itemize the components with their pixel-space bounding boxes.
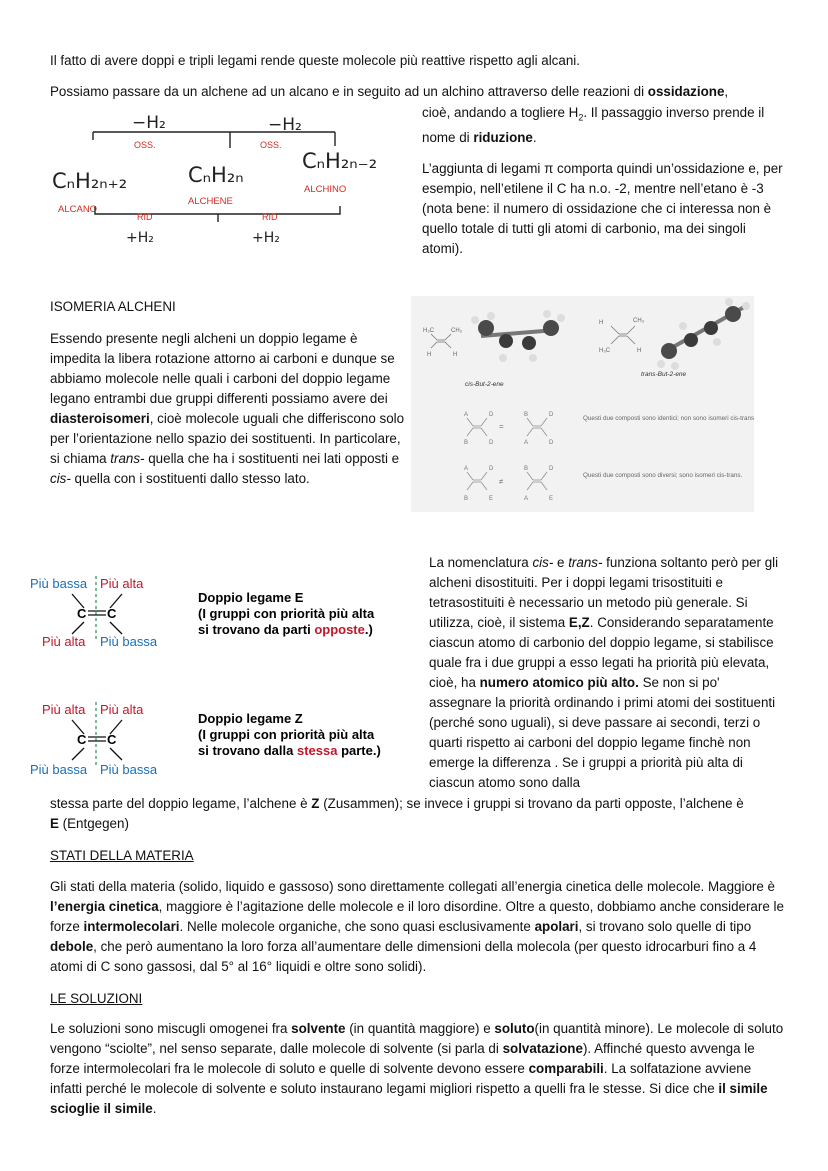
oss-label-2: OSS. [260,140,282,150]
svg-text:CH₃: CH₃ [633,318,645,324]
cis-label: cis-But-2-ene [465,381,504,388]
rid-label-2: RID [262,212,278,222]
intro-line-2: Possiamo passare da un alchene ad un alcano e in seguito ad un alchino attraverso delle reazioni di ossidazione, [50,84,729,99]
svg-text:A: A [524,496,529,502]
alkane-formula: CₙH₂ₙ₊₂ [52,169,128,193]
svg-text:D: D [549,412,554,418]
svg-text:si trovano dalla stessa parte.: si trovano dalla stessa parte.) [198,743,381,758]
e-bottom-left: Più alta [42,634,86,649]
alkyne-label: ALCHINO [304,184,347,195]
soluzioni-heading: LE SOLUZIONI [50,991,143,1006]
intro-line-1: Il fatto di avere doppi e tripli legami rende queste molecole più reattive rispetto agli alcani. [50,53,580,68]
stati-heading: STATI DELLA MATERIA [50,848,194,863]
svg-text:A: A [524,440,529,446]
svg-text:A: A [464,412,469,418]
svg-text:≠: ≠ [499,477,504,486]
svg-text:D: D [549,440,554,446]
e-title: Doppio legame E [198,590,304,605]
alkyne-formula: CₙH₂ₙ₋₂ [302,149,378,173]
svg-text:B: B [524,412,529,418]
svg-text:C: C [77,606,87,621]
svg-text:H₃C: H₃C [423,328,435,334]
stati-paragraph: Gli stati della materia (solido, liquido e gassoso) sono direttamente collegati all’energia cinetica delle molecole. Maggiore è l’energia cinetica, maggiore è l’agitazione delle molecole e il loro disordine. Oltre a questo, dobbiamo anche considerare le forze intermolecolari. Nelle molecole organiche, che sono quasi esclusivamente apolari, si trovano solo quelle di tipo debole, che però aumentano la loro forza all’aumentare delle dimensioni della molecola (per questo idrocarburi fino a 4 atomi di C sono gassosi, dal 5° al 16° liquidi e oltre sono solidi). [50,879,784,974]
svg-text:E: E [489,496,494,502]
alkene-formula: CₙH₂ₙ [188,163,244,187]
oss-label-1: OSS. [134,140,156,150]
e-bottom-right: Più bassa [100,634,158,649]
svg-text:C: C [77,732,87,747]
different-note: Questi due composti sono diversi; sono isomeri cis-trans. [583,472,743,479]
svg-text:A: A [464,466,469,472]
z-top-right: Più alta [100,702,144,717]
svg-text:(I gruppi con priorità più alt: (I gruppi con priorità più alta [198,606,375,621]
alkane-label: ALCANO [58,204,98,215]
minus-h2-label-2: −H₂ [268,115,302,135]
isomeria-paragraph: Essendo presente negli alcheni un doppio legame è impedita la libera rotazione attorno ai carboni e dunque se abbiamo molecole nelle quali i carboni del doppio legame legano entrambi due gruppi differenti possiamo avere dei diasteroisomeri, cioè molecole uguali che differiscono solo per l’orientazione nello spazio dei sostituenti. In particolare, si chiama trans- quella che ha i sostituenti nei lati opposti e cis- quella con i sostituenti dallo stesso lato. [50,331,405,486]
soluzioni-paragraph: Le soluzioni sono miscugli omogenei fra solvente (in quantità maggiore) e soluto(in quantità minore). Le molecole di soluto vengono “sciolte”, nel senso separate, dalle molecole di solvente (si parla di solvatazione). Affinché questo avvenga le forze intermolecolari fra le molecole di soluto e quelle di solvente devono essere comparabili. La solfatazione avviene infatti perché le molecole di solvente e soluto instaurano legami migliori rispetto a quelli fra le stesse. Si dice che il simile scioglie il simile. [50,1021,784,1116]
redox-sketch [50,110,410,250]
cis-ball-model [471,310,565,362]
oxidation-explanation: cioè, andando a togliere $H_2$. Il passaggio inverso prende il nome di riduzione. L’aggiunta di legami π comporta quindi un’ossidazione e, per esempio, nell’etilene il C ha n.o. -2, mentre nell’etano è -3 (nota bene: il numero di ossidazione che ci interessa non è quello totale di tutti gli atomi di carbonio, ma dei singoli atomi). [422,103,784,259]
isomeria-heading: ISOMERIA ALCHENI [50,299,176,314]
nomenclatura-paragraph: La nomenclatura cis- e trans- funziona soltanto però per gli alcheni disostituiti. Per i doppi legami trisostituiti e tetrasostituiti è necessario un metodo più generale. Si utilizza, cioè, il sistema E,Z. Considerando separatamente ciascun atomo di carbonio del doppio legame, si stabilisce quale fra i due gruppi a esso legati ha priorità più elevata, cioè, ha numero atomico più alto. Se non si po' assegnare la priorità ordinando i primi atomi dei sostituenti (perché sono uguali), si deve passare ai secondi, terzi o quarti rispetto ai carboni del doppio legame finchè non emerge la differenza . Se i gruppi a priorità più alta di ciascun atomo sono dalla [429,555,779,790]
svg-text:E: E [549,496,554,502]
svg-text:(I gruppi con priorità più alt: (I gruppi con priorità più alta [198,727,375,742]
svg-text:C: C [107,732,117,747]
svg-text:H: H [599,320,604,326]
svg-text:H₃C: H₃C [599,348,611,354]
svg-text:B: B [464,496,469,502]
z-top-left: Più alta [42,702,86,717]
alkene-label: ALCHENE [188,196,233,207]
plus-h2-label-2: +H₂ [252,230,280,246]
svg-text:H: H [453,352,458,358]
svg-text:si trovano da parti opposte.): si trovano da parti opposte.) [198,622,373,637]
trans-label: trans-But-2-ene [641,371,687,378]
z-bottom-right: Più bassa [100,762,158,777]
e-top-right: Più alta [100,576,144,591]
pi-bond-paragraph: L’aggiunta di legami π comporta quindi un’ossidazione e, per esempio, nell’etilene il C ha n.o. -2, mentre nell’etano è -3 (nota bene: il numero di ossidazione che ci interessa non è quello totale di tutti gli atomi di carbonio, ma dei singoli atomi). [422,160,783,256]
z-title: Doppio legame Z [198,711,303,726]
identical-note: Questi due composti sono identici; non sono isomeri cis-trans. [583,415,754,422]
svg-text:=: = [499,422,504,431]
rid-label-1: RID [137,212,153,222]
svg-text:D: D [549,466,554,472]
nomenclatura-continuation: stessa parte del doppio legame, l’alchene è Z (Zusammen); se invece i gruppi si trovano da parti opposte, l’alchene è E (Entgegen) [50,796,744,831]
z-bottom-left: Più bassa [30,762,88,777]
plus-h2-label-1: +H₂ [126,230,154,246]
svg-text:H: H [637,348,642,354]
svg-text:CH₃: CH₃ [451,328,463,334]
minus-h2-label-1: −H₂ [132,113,166,133]
trans-ball-model [657,298,750,370]
svg-text:H: H [427,352,432,358]
ez-diagram [28,570,408,785]
svg-text:B: B [464,440,469,446]
svg-text:B: B [524,466,529,472]
e-top-left: Più bassa [30,576,88,591]
svg-text:D: D [489,440,494,446]
svg-text:C: C [107,606,117,621]
cis-trans-figure [411,296,754,512]
svg-text:D: D [489,466,494,472]
svg-text:D: D [489,412,494,418]
